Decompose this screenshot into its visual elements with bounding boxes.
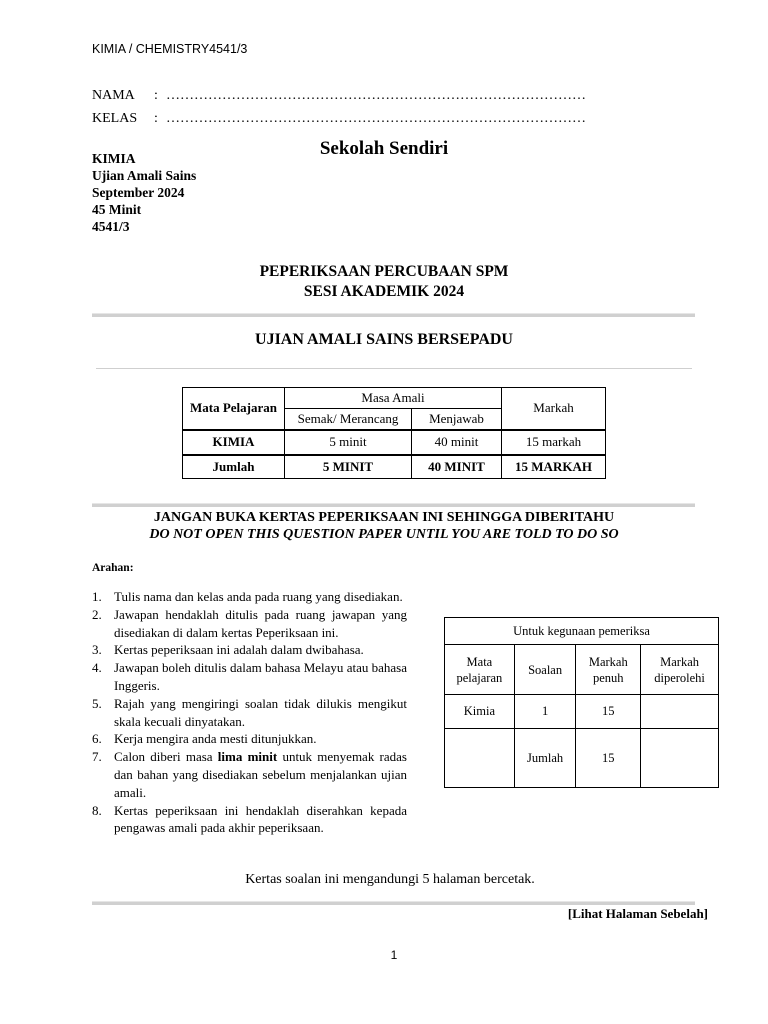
divider	[92, 503, 695, 507]
col-header-menjawab: Menjawab	[412, 409, 502, 430]
name-label: NAMA	[92, 88, 135, 103]
page-number: 1	[390, 948, 398, 962]
examiner-table-title: Untuk kegunaan pemeriksa	[445, 618, 719, 645]
instruction-number: 5.	[92, 695, 102, 711]
instruction-number: 4.	[92, 660, 102, 676]
meta-code: 4541/3	[92, 219, 130, 234]
class-field	[92, 111, 586, 127]
subject-title: UJIAN AMALI SAINS BERSEPADU	[255, 331, 513, 348]
school-name: Sekolah Sendiri	[319, 138, 449, 159]
col-header-subject: Mata Pelajaran	[183, 388, 285, 430]
cell-semak: 5 minit	[285, 430, 412, 455]
name-field	[92, 88, 586, 104]
cell-mata: Kimia	[445, 695, 515, 729]
cell-total-markah: 15 MARKAH	[502, 455, 606, 479]
instruction-text: Kerja mengira anda mesti ditunjukkan.	[114, 731, 317, 747]
meta-test: Ujian Amali Sains	[92, 168, 197, 183]
col-header-markah-penuh: Markah penuh	[576, 645, 641, 695]
instruction-text: Rajah yang mengiringi soalan tidak dilukis mengikut skala kecuali dinyatakan.	[114, 695, 407, 729]
paper-meta	[92, 150, 196, 235]
class-dots: ………………………………………………………………………………	[166, 111, 586, 126]
table-row	[445, 695, 719, 729]
cell-diperolehi[interactable]	[641, 695, 719, 729]
instruction-text: Tulis nama dan kelas anda pada ruang yang disediakan.	[114, 589, 403, 604]
meta-duration: 45 Minit	[92, 202, 142, 217]
cell-jumlah-diperolehi[interactable]	[641, 729, 719, 788]
cell-total-label: Jumlah	[183, 455, 285, 479]
cell-penuh: 15	[576, 695, 641, 729]
meta-date: September 2024	[92, 185, 185, 200]
instruction-item	[92, 730, 407, 748]
table-row	[445, 729, 719, 788]
instruction-item	[92, 695, 407, 731]
instruction-number: 6.	[92, 731, 102, 747]
col-header-markah-diperolehi: Markah diperolehi	[641, 645, 719, 695]
instruction-text: Jawapan hendaklah ditulis pada ruang jawapan yang disediakan di dalam kertas Peperiksaan ini.	[114, 606, 407, 640]
col-header-semak: Semak/ Merancang	[285, 409, 412, 430]
table-row	[183, 430, 606, 455]
cell-mata-empty	[445, 729, 515, 788]
cell-subject: KIMIA	[183, 430, 285, 455]
instruction-text: Jawapan boleh ditulis dalam bahasa Melayu atau bahasa Inggeris.	[114, 660, 407, 693]
instruction-number: 3.	[92, 642, 102, 658]
instruction-item	[92, 588, 407, 606]
cell-soalan: 1	[514, 695, 576, 729]
instruction-item	[92, 606, 407, 642]
divider	[92, 313, 695, 317]
col-header-mata: Mata pelajaran	[445, 645, 515, 695]
class-label: KELAS	[92, 111, 138, 126]
instruction-text: Calon diberi masa	[114, 749, 218, 765]
col-header-markah: Markah	[502, 388, 606, 430]
meta-subject: KIMIA	[92, 151, 136, 166]
warning-english: DO NOT OPEN THIS QUESTION PAPER UNTIL YOU ARE TOLD TO DO SO	[149, 527, 619, 542]
next-page-note: [Lihat Halaman Sebelah]	[567, 906, 708, 921]
instruction-number: 7.	[92, 749, 102, 765]
instructions-heading: Arahan:	[92, 562, 134, 574]
exam-title	[0, 262, 768, 302]
divider	[96, 368, 692, 369]
examiner-table	[444, 617, 719, 788]
instruction-text: Kertas peperiksaan ini adalah dalam dwibahasa.	[114, 642, 364, 658]
page-count-note: Kertas soalan ini mengandungi 5 halaman bercetak.	[245, 872, 535, 887]
instruction-text: Kertas peperiksaan ini hendaklah diserahkan kepada pengawas amali pada akhir peperiksaan.	[114, 802, 407, 836]
col-header-soalan: Soalan	[514, 645, 576, 695]
divider	[92, 901, 695, 905]
name-colon: :	[154, 88, 158, 103]
instruction-item	[92, 802, 407, 838]
cell-markah: 15 markah	[502, 430, 606, 455]
time-allocation-table	[182, 387, 606, 479]
instruction-number: 1.	[92, 589, 102, 604]
cell-jumlah-label: Jumlah	[514, 729, 576, 788]
instruction-text: untuk menyemak radas dan bahan yang disediakan sebelum menjalankan ujian amali.	[114, 749, 407, 800]
instructions-list	[92, 588, 407, 837]
instruction-item	[92, 659, 407, 695]
instruction-number: 2.	[92, 606, 102, 622]
cell-total-menjawab: 40 MINIT	[412, 455, 502, 479]
class-colon: :	[154, 111, 158, 126]
cell-total-semak: 5 MINIT	[285, 455, 412, 479]
header-code: KIMIA / CHEMISTRY4541/3	[92, 42, 248, 56]
name-dots: ………………………………………………………………………………	[166, 88, 586, 103]
warning-malay: JANGAN BUKA KERTAS PEPERIKSAAN INI SEHINGGA DIBERITAHU	[153, 510, 615, 525]
cell-jumlah-penuh: 15	[576, 729, 641, 788]
table-row	[183, 455, 606, 479]
instruction-number: 8.	[92, 802, 102, 818]
instruction-emphasis: lima minit	[217, 749, 278, 765]
col-header-masa-amali: Masa Amali	[285, 388, 502, 409]
exam-title-line1: PEPERIKSAAN PERCUBAAN SPM	[259, 263, 509, 280]
instruction-item	[92, 641, 407, 659]
exam-title-line2: SESI AKADEMIK 2024	[303, 283, 465, 300]
cell-menjawab: 40 minit	[412, 430, 502, 455]
instruction-item	[92, 748, 407, 801]
